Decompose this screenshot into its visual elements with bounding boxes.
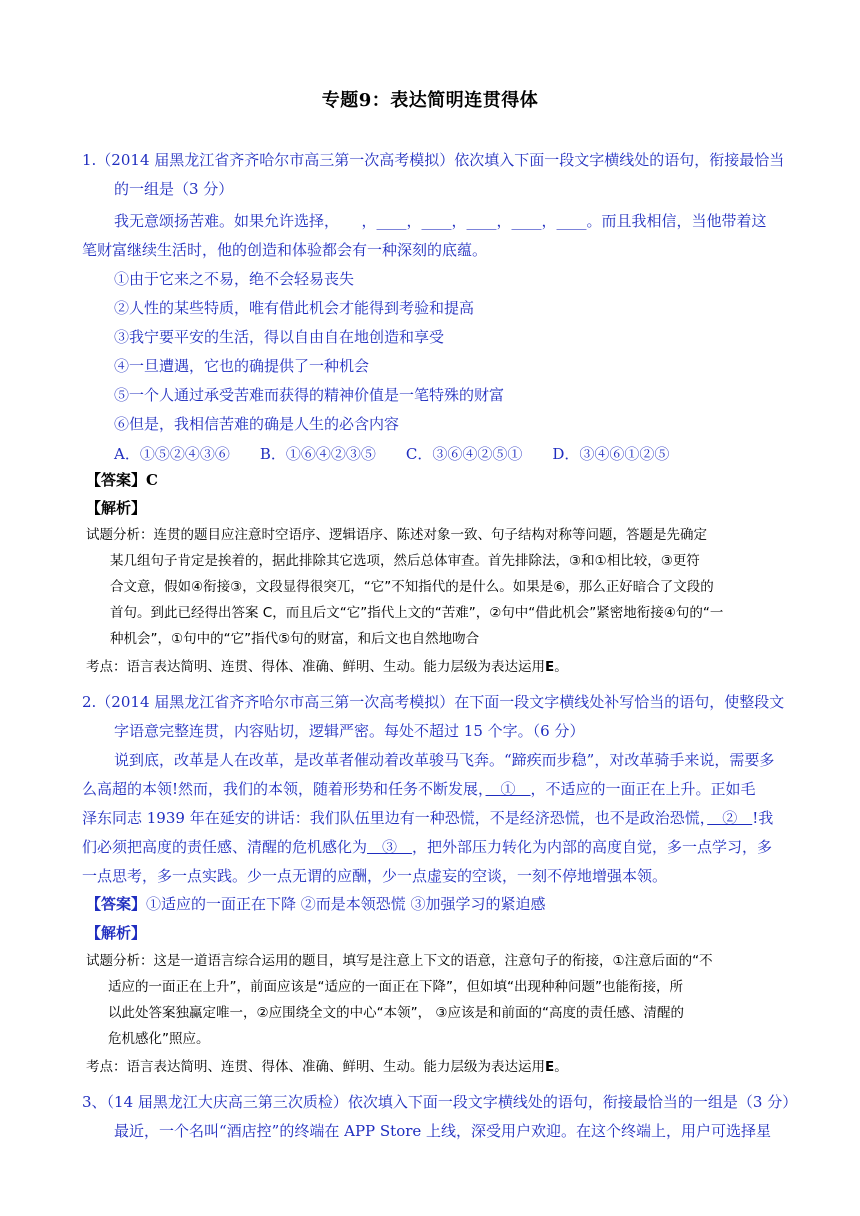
q2-kaodian-text: 语言表达简明、连贯、得体、准确、鲜明、生动。能力层级为表达运用: [126, 1059, 545, 1075]
q1-kaodian: [86, 655, 568, 681]
q1-option: ⑥但是，我相信苦难的确是人生的必含内容: [114, 415, 400, 433]
q2-passage-seg: 们必须把高度的责任感、清醒的危机感化为: [82, 838, 368, 856]
q1-answer: [86, 469, 158, 490]
q1-answer-label: 【答案】: [86, 471, 147, 489]
q1-analysis-line: 某几组句子肯定是挨着的，据此排除其它选项，然后总体审查。首先排除法，③和①相比较，③更符: [110, 553, 700, 569]
q2-passage-seg: 泽东同志 1939 年在延安的讲话：我们队伍里边有一种恐慌，不是经济恐慌，也不是政治恐慌，: [82, 809, 708, 827]
q2-kaodian: [86, 1055, 568, 1081]
q1-analysis-line: 首句。到此已经得出答案 C，而且后文“它”指代上文的“苦难”，②句中“借此机会”紧密地衔接④句的“一: [110, 605, 724, 621]
q2-passage-line: [82, 804, 773, 833]
q1-analysis-line: 试题分析：连贯的题目应注意时空语序、逻辑语序、陈述对象一致、句子结构对称等问题，答题是先确定: [86, 527, 707, 543]
q1-header-line1: 1.（2014 届黑龙江省齐齐哈尔市高三第一次高考模拟）依次填入下面一段文字横线处的语句，衔接最恰当: [82, 151, 785, 169]
q2-kaodian-label: 考点：: [86, 1059, 127, 1075]
q2-passage-seg: !我: [752, 809, 774, 827]
q2-answer: [86, 893, 546, 914]
q3-header-line1: 3、（14 届黑龙江大庆高三第三次质检）依次填入下面一段文字横线处的语句，衔接最恰当的一组是（3 分）: [82, 1093, 798, 1111]
q2-passage-line: 说到底，改革是人在改革，是改革者催动着改革骏马飞奔。“蹄疾而步稳”，对改革骑手来说，需要多: [114, 751, 775, 769]
q1-kaodian-text: 语言表达简明、连贯、得体、准确、鲜明、生动。能力层级为表达运用: [126, 659, 545, 675]
q1-kaodian-label: 考点：: [86, 659, 127, 675]
q2-analysis-line: 适应的一面正在上升”，前面应该是“适应的一面正在下降”，但如填“出现种种问题”也能衔接，所: [108, 979, 683, 995]
q1-passage-line1: 我无意颂扬苦难。如果允许选择， ，____，____，____，____，____。而且我相信，当他带着这: [114, 212, 767, 230]
q2-analysis-line: 以此处答案独赢定唯一，②应围绕全文的中心“本领”， ③应该是和前面的“高度的责任感、清醒的: [108, 1005, 684, 1021]
q2-analysis-line: 危机感化”照应。: [108, 1031, 210, 1047]
q2-answer-label: 【答案】: [86, 895, 147, 913]
q2-kaodian-end: 。: [554, 1059, 568, 1075]
q2-passage-line: 一点思考，多一点实践。少一点无谓的应酬，少一点虚妄的空谈，一刻不停地增强本领。: [82, 867, 668, 885]
q1-analysis-label: [86, 497, 146, 518]
q2-passage-seg: ，把外部压力转化为内部的高度自觉，多一点学习，多: [412, 838, 773, 856]
q2-passage-line: [82, 775, 756, 804]
q2-passage-line: [82, 833, 772, 862]
q1-header-line2: 的一组是（3 分）: [114, 180, 234, 198]
q2-blank-2[interactable]: ②: [707, 809, 753, 827]
q1-kaodian-level: E: [545, 659, 555, 675]
q2-analysis-line: 试题分析：这是一道语言综合运用的题目，填写是注意上下文的语意，注意句子的衔接，①注意后面的“不: [86, 953, 713, 969]
q1-answer-value: C: [146, 471, 158, 489]
q1-analysis-line: 合文意，假如④衔接③，文段显得很突兀，“它”不知指代的是什么。如果是⑥，那么正好暗合了文段的: [110, 579, 714, 595]
q2-blank-1[interactable]: ①: [485, 780, 531, 798]
q2-kaodian-level: E: [545, 1059, 555, 1075]
q1-option: ④一旦遭遇，它也的确提供了一种机会: [114, 357, 370, 375]
q2-header-line2: 字语意完整连贯，内容贴切，逻辑严密。每处不超过 15 个字。（6 分）: [114, 722, 585, 740]
q2-header-line1: 2.（2014 届黑龙江省齐齐哈尔市高三第一次高考模拟）在下面一段文字横线处补写恰当的语句，使整段文: [82, 693, 785, 711]
q2-analysis-label: [86, 922, 146, 943]
q3-passage-line1: 最近，一个名叫“酒店控”的终端在 APP Store 上线，深受用户欢迎。在这个终端上，用户可选择星: [114, 1122, 772, 1140]
page-title: 专题9：表达简明连贯得体: [321, 90, 539, 111]
q1-option: ①由于它来之不易，绝不会轻易丧失: [114, 270, 355, 288]
q1-passage-line2: 笔财富继续生活时，他的创造和体验都会有一种深刻的底蕴。: [82, 241, 488, 259]
q1-option: ⑤一个人通过承受苦难而获得的精神价值是一笔特殊的财富: [114, 386, 505, 404]
q2-passage-seg: 么高超的本领!然而，我们的本领，随着形势和任务不断发展，: [82, 780, 486, 798]
q1-kaodian-end: 。: [554, 659, 568, 675]
q1-analysis-label-text: 【解析】: [86, 499, 147, 517]
q1-choices: A．①⑤②④③⑥ B．①⑥④②③⑤ C．③⑥④②⑤① D．③④⑥①②⑤: [114, 445, 670, 463]
q1-option: ②人性的某些特质，唯有借此机会才能得到考验和提高: [114, 299, 475, 317]
q2-answer-text: ①适应的一面正在下降 ②而是本领恐慌 ③加强学习的紧迫感: [146, 895, 546, 913]
q2-analysis-label-text: 【解析】: [86, 924, 147, 942]
q1-analysis-line: 种机会”，①句中的“它”指代⑤句的财富，和后文也自然地吻合: [110, 631, 480, 647]
q2-blank-3[interactable]: ③: [367, 838, 413, 856]
q2-passage-seg: ，不适应的一面正在上升。正如毛: [530, 780, 756, 798]
q1-option: ③我宁要平安的生活，得以自由自在地创造和享受: [114, 328, 445, 346]
